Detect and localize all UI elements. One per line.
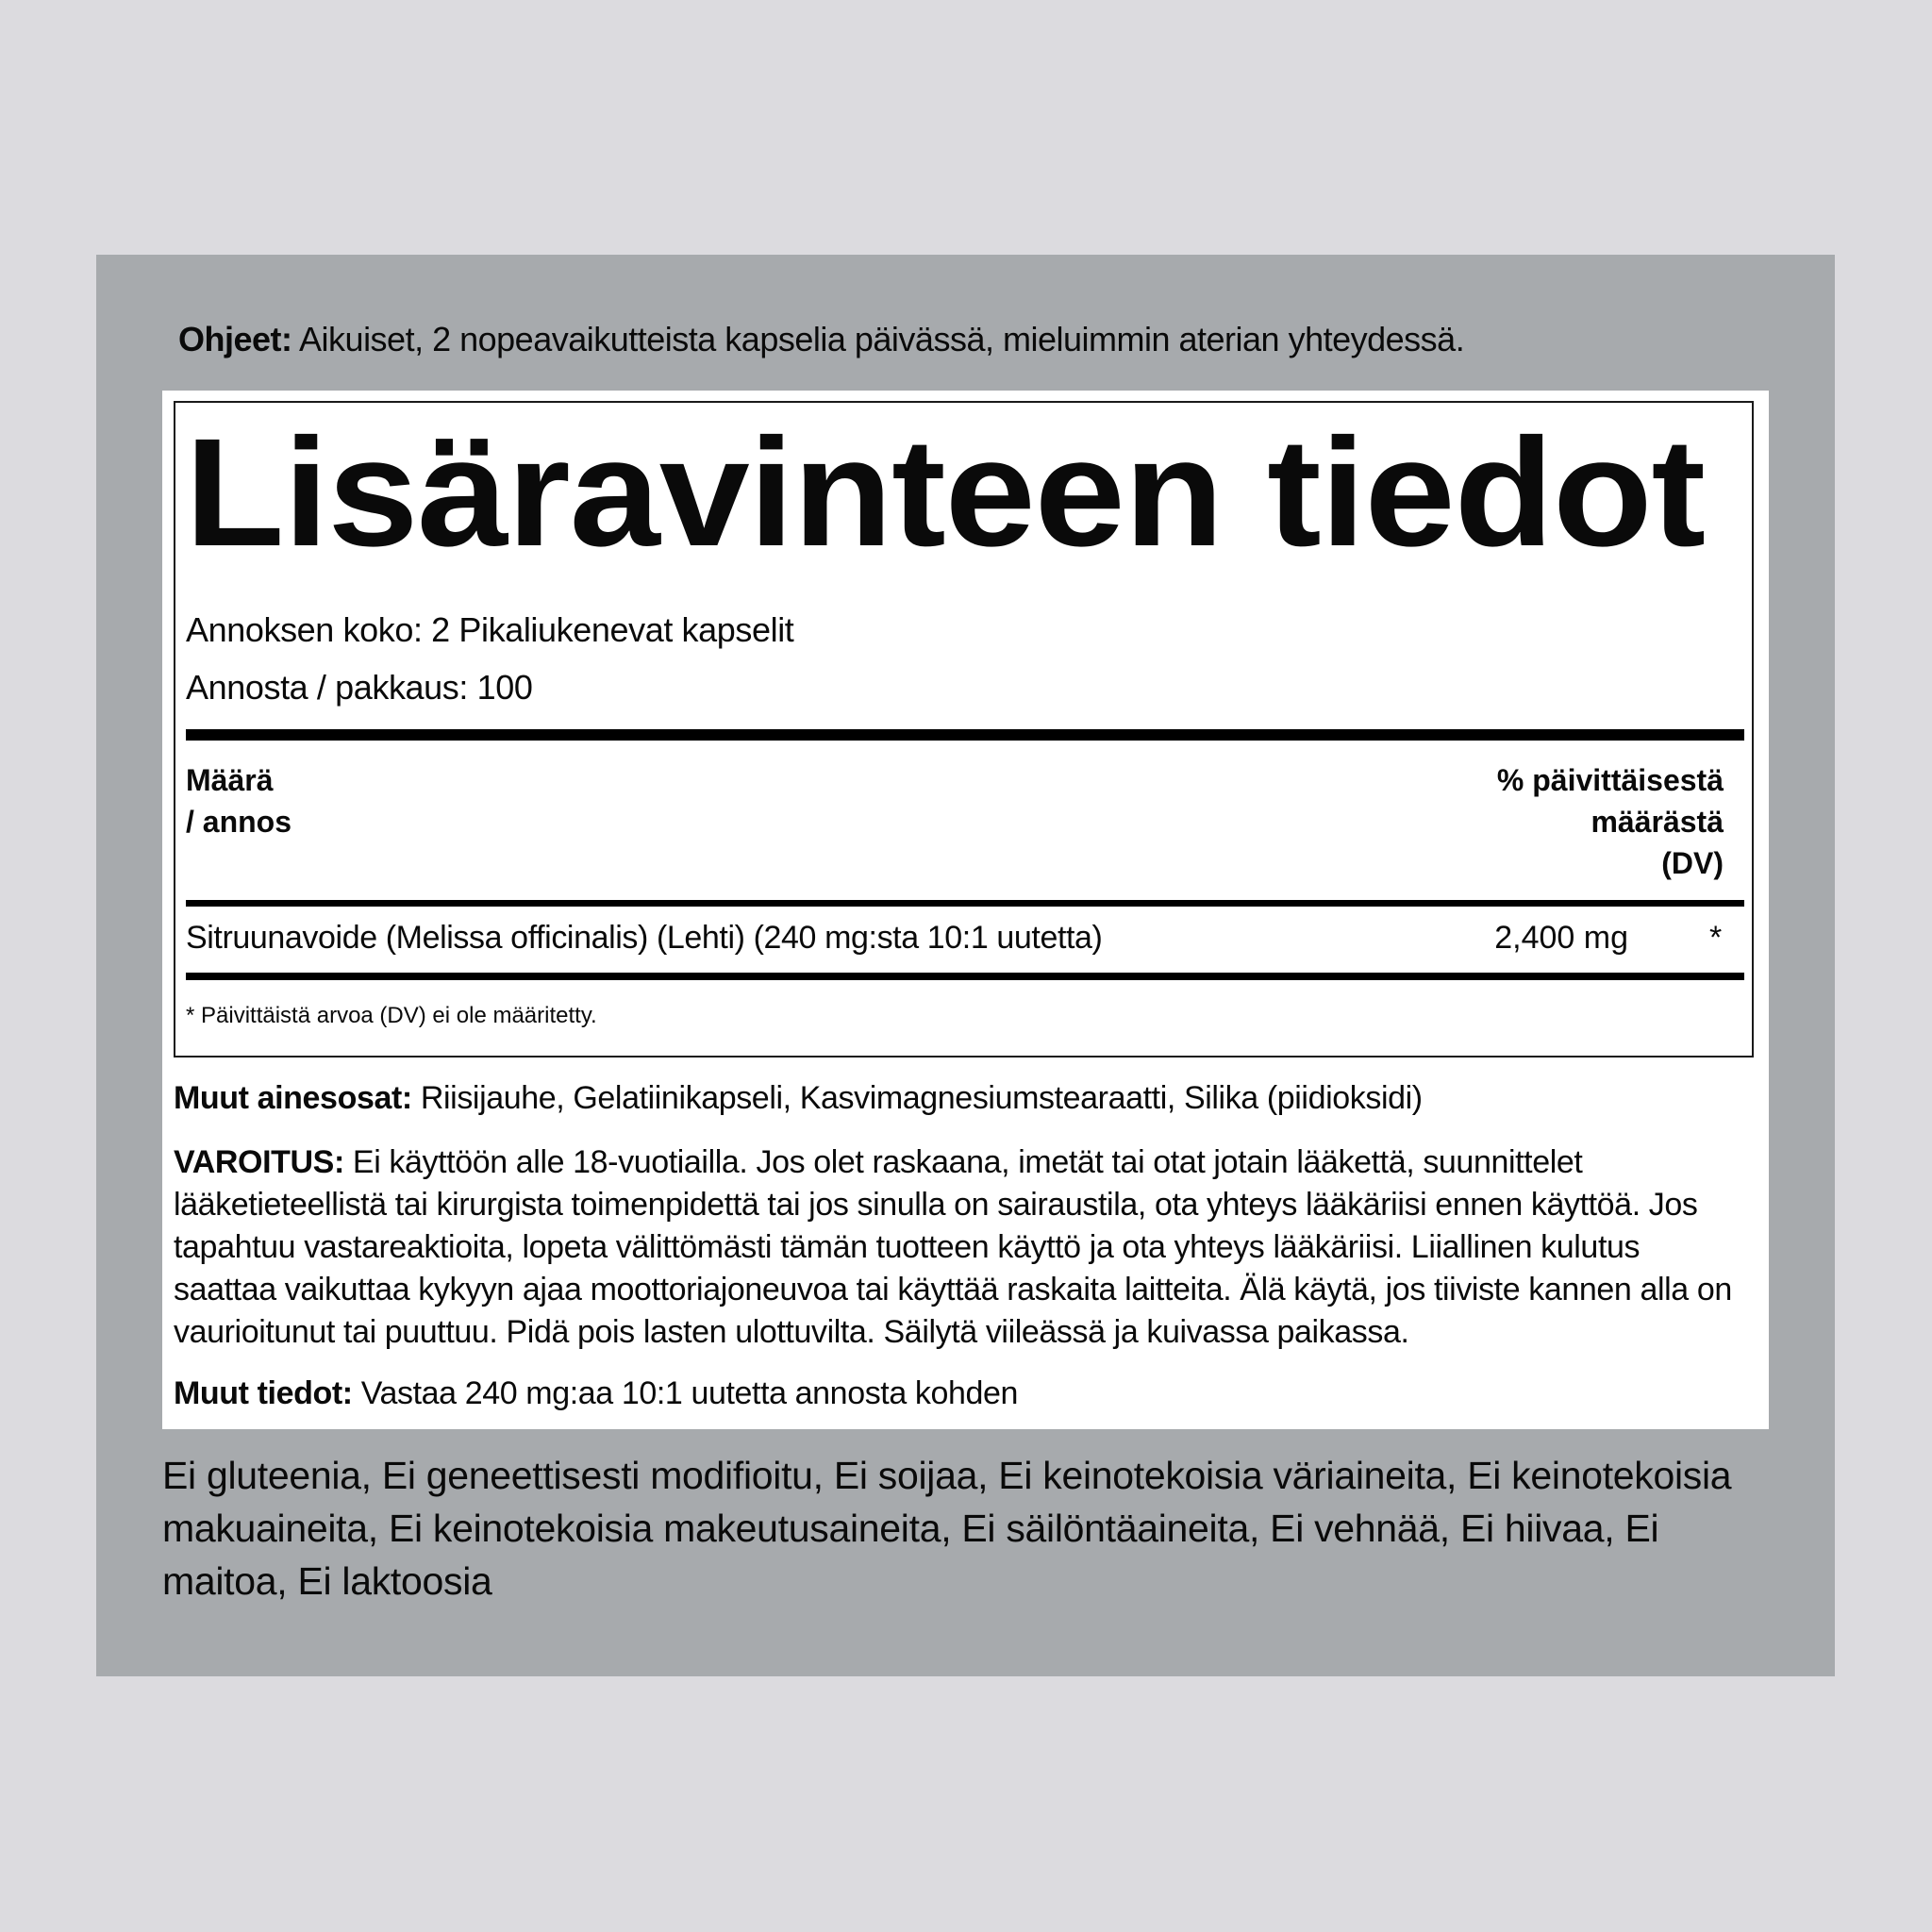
ingredient-name: Sitruunavoide (Melissa officinalis) (Lehti) (240 mg:sta 10:1 uutetta)	[186, 920, 1103, 956]
serving-size: Annoksen koko: 2 Pikaliukenevat kapselit	[186, 610, 794, 649]
ingredient-dv: *	[1709, 920, 1723, 956]
ingredient-amount: 2,400 mg	[1494, 920, 1628, 956]
directions	[178, 315, 1464, 364]
warning	[174, 1141, 1749, 1354]
thick-divider	[186, 729, 1744, 741]
amount-header-line: Määrä	[186, 763, 274, 797]
other-info-text: Vastaa 240 mg:aa 10:1 uutetta annosta kohden	[352, 1375, 1019, 1411]
free-from-claims: Ei gluteenia, Ei geneettisesti modifioitu, Ei soijaa, Ei keinotekoisia väriaineita, Ei keinotekoisia makuaineita, Ei keinotekoisia makeutusaineita, Ei säilöntäaineita, Ei vehnää, Ei hiivaa, Ei maitoa, Ei laktoosia	[162, 1454, 1732, 1603]
dv-header-line: määrästä	[1591, 805, 1724, 839]
directions-label: Ohjeet:	[178, 320, 292, 358]
bottom-divider	[186, 973, 1744, 980]
dv-footnote: * Päivittäistä arvoa (DV) ei ole määritetty.	[186, 1003, 597, 1028]
dv-header-line: (DV)	[1661, 846, 1724, 880]
other-info	[174, 1373, 1749, 1415]
directions-text: Aikuiset, 2 nopeavaikutteista kapselia päivässä, mieluimmin aterian yhteydessä.	[291, 320, 1465, 358]
other-info-label: Muut tiedot:	[174, 1375, 353, 1411]
daily-value-header	[1453, 759, 1724, 884]
dv-header-line: % päivittäisestä	[1496, 763, 1724, 797]
other-ingredients-text: Riisijauhe, Gelatiinikapseli, Kasvimagnesiumstearaatti, Silika (piidioksidi)	[411, 1080, 1423, 1116]
facts-title: Lisäravinteen tiedot	[185, 406, 1706, 578]
warning-label: VAROITUS:	[174, 1144, 344, 1180]
warning-text: Ei käyttöön alle 18-vuotiailla. Jos olet raskaana, imetät tai otat jotain lääkettä, suunnittelet lääketieteellistä tai kirurgista toimenpidettä tai jos sinulla on sairaustila, ota yhteys lääkäriisi ennen käyttöä. Jos tapahtuu vastareaktioita, lopeta välittömästi tämän tuotteen käyttö ja ota yhteys lääkäriisi. Liiallinen kulutus saattaa vaikuttaa kykyyn ajaa moottoriajoneuvoa tai käyttää raskaita laitteita. Älä käytä, jos tiiviste kannen alla on vaurioitunut tai puuttuu. Pidä pois lasten ulottuvilta. Säilytä viileässä ja kuivassa paikassa.	[174, 1144, 1732, 1350]
servings-per-container: Annosta / pakkaus: 100	[186, 668, 533, 707]
amount-header-line: / annos	[186, 805, 292, 839]
other-ingredients-label: Muut ainesosat:	[174, 1080, 412, 1116]
amount-per-serving-header	[186, 759, 291, 842]
medium-divider	[186, 900, 1744, 907]
other-ingredients	[174, 1077, 1749, 1120]
